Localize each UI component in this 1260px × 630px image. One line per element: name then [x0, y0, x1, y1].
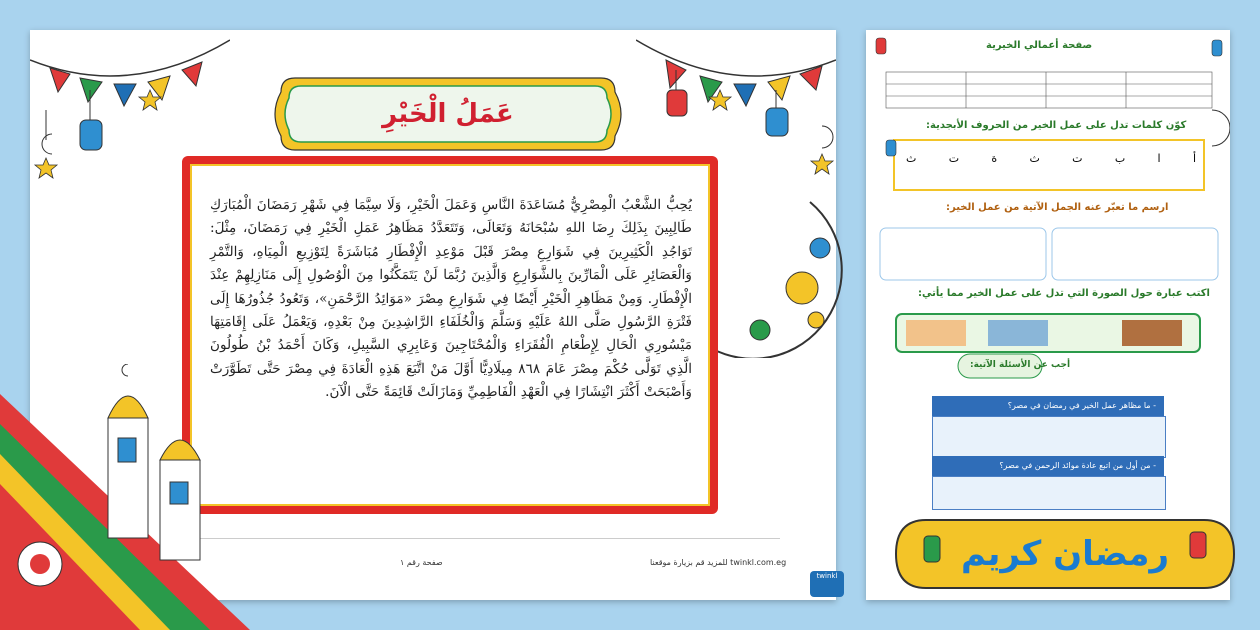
letter-cell: ا: [1157, 152, 1161, 165]
side-section-title-3: ارسم ما تعبّر عنه الجمل الآتية من عمل الخير:: [946, 202, 1169, 213]
letter-cell: ث: [1029, 152, 1040, 165]
ramadan-kareem-title: رمضان كريم: [960, 534, 1170, 574]
letter-cell: ث: [906, 152, 917, 165]
question-1-answer-lines: [932, 416, 1166, 458]
side-section-title-2: كوّن كلمات تدل على عمل الخير من الحروف الأبجدية:: [926, 120, 1187, 131]
twinkl-logo: twinkl: [810, 571, 844, 597]
mosque-decoration: [0, 364, 250, 630]
question-2-answer-lines: [932, 476, 1166, 510]
footer-divider: [200, 538, 780, 539]
letters-row: [906, 152, 1196, 165]
footer-website: للمزيد قم بزيارة موقعنا twinkl.com.eg: [650, 558, 787, 567]
letter-cell: ت: [1072, 152, 1083, 165]
letter-cell: أ: [1192, 152, 1196, 165]
reading-passage-inner: [190, 164, 710, 506]
side-section-title-5: أجب عن الأسئلة الآتية:: [970, 360, 1071, 370]
side-section-title-1: صفحة أعمالي الخيرية: [986, 40, 1093, 51]
reading-passage-frame: [182, 156, 718, 514]
letter-cell: ب: [1114, 152, 1126, 165]
title-banner: [265, 74, 631, 154]
question-2-label: - من أول من اتبع عادة موائد الرحمن في مصر؟: [932, 456, 1164, 476]
reading-passage-text: يُحِبُّ الشَّعْبُ الْمِصْرِيُّ مُسَاعَدَةَ النَّاسِ وَعَمَلَ الْخَيْرِ، وَلَا سِيَّمَا فِي شَهْرِ رَمَضَانَ الْمُبَارَكِ طَالِبِينَ بِذَلِكَ رِضَا اللهِ سُبْحَانَهُ وَتَعَالَى، وَتَتَعَدَّدُ مَظَاهِرُ عَمَلِ الْخَيْرِ فِي رَمَضَانَ، مِثْلَ: تَوَاجُدِ الْكَثِيرِينَ فِي شَوَارِعِ مِصْرَ قَبْلَ مَوْعِدِ الْإِفْطَارِ مُبَاشَرَةً لِتَوْزِيعِ الْمِيَاهِ، وَالتَّمْرِ وَالْعَصَائِرِ عَلَى الْمَارِّينَ بِالشَّوَارِعِ وَالَّذِينَ رُبَّمَا لَنْ يَتَمَكَّنُوا مِنَ الْوُصُولِ إِلَى مَنَازِلِهِمْ عِنْدَ الْإِفْطَارِ. وَمِنْ مَظَاهِرِ الْخَيْرِ أَيْضًا فِي شَوَارِعِ مِصْرَ «مَوَائِدُ الرَّحْمَنِ»، وَتَعُودُ جُذُورُهَا إِلَى فَتْرَةِ الرَّسُولِ صَلَّى اللهُ عَلَيْهِ وَسَلَّمَ وَالْخُلَفَاءِ الرَّاشِدِينَ مِنْ بَعْدِهِ، وَيَعْمَلُ عَلَى إِقَامَتِهَا مَيْسُورِي الْحَالِ لِإِطْعَامِ الْفُقَرَاءِ وَالْمُحْتَاجِينَ وَعَابِرِي السَّبِيلِ، وَكَانَ أَحْمَدُ بْنُ طُولُونَ الَّذِي تَوَلَّى حُكْمَ مِصْرَ عَامَ ٨٦٨ مِيلَادِيًّا أَوَّلَ مَنْ اتَّبَعَ هَذِهِ الْعَادَةَ فِي مِصْرَ حَتَّى تَطَوَّرَتْ وَأَصْبَحَتْ أَكْثَرَ انْتِشَارًا فِي الْعَهْدِ الْفَاطِمِيِّ وَمَازَالَتْ قَائِمَةً حَتَّى الْآنَ.: [210, 197, 692, 401]
side-section-title-4: اكتب عبارة حول الصورة التي تدل على عمل الخير مما يأتي:: [918, 288, 1210, 299]
letter-cell: ة: [991, 152, 998, 165]
footer-page-number: صفحة رقم ١: [400, 558, 443, 567]
letter-cell: ت: [948, 152, 960, 165]
page-title: عَمَلُ الْخَيْرِ: [382, 99, 514, 129]
question-1-label: - ما مظاهر عمل الخير في رمضان في مصر؟: [932, 396, 1164, 416]
